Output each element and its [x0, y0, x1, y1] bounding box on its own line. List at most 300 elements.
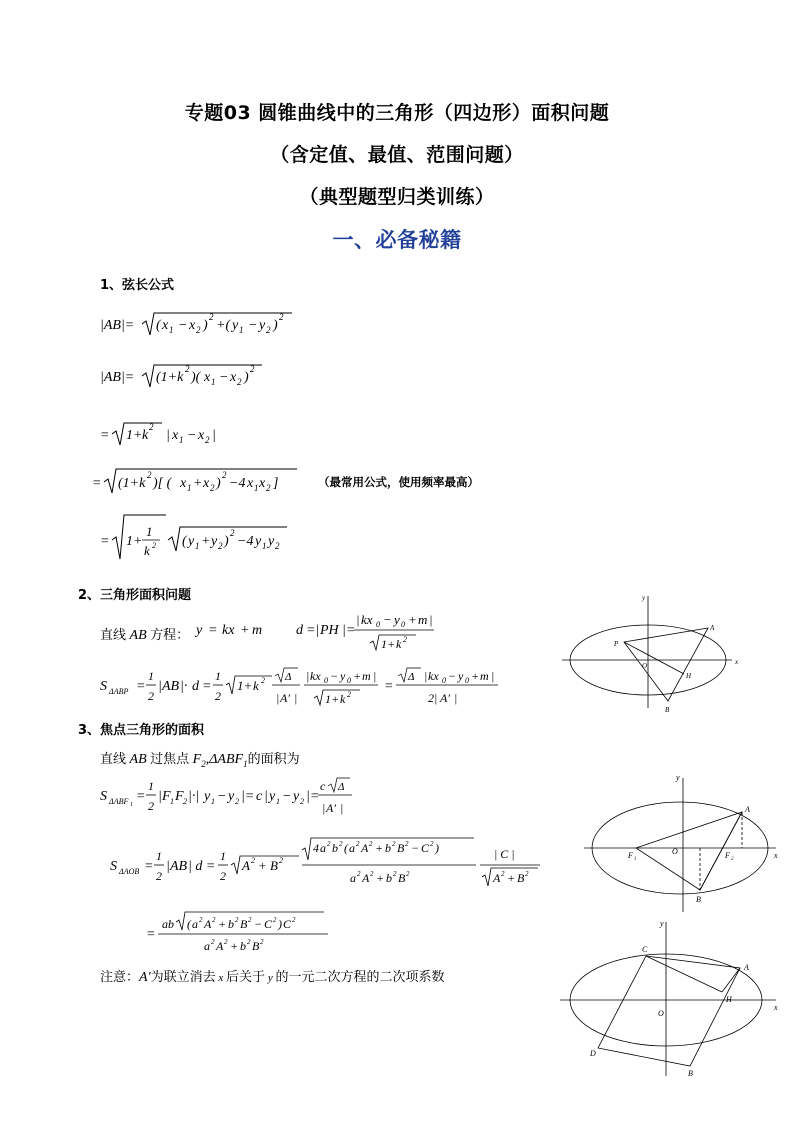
svg-text:kx: kx: [222, 623, 235, 638]
svg-text:x: x: [180, 476, 187, 491]
svg-text:y: y: [196, 623, 203, 638]
svg-text:1: 1: [220, 849, 226, 863]
svg-text:2: 2: [205, 435, 210, 445]
svg-text:1: 1: [146, 524, 153, 539]
line-label-2: 方程：: [150, 628, 190, 643]
svg-text:2: 2: [251, 856, 255, 865]
svg-text:]: ]: [273, 476, 279, 491]
svg-text:1+: 1+: [237, 678, 253, 693]
svg-text:a: a: [320, 841, 326, 855]
svg-text:2: 2: [300, 797, 304, 806]
svg-text:x: x: [774, 851, 778, 860]
svg-text:B: B: [397, 841, 405, 855]
svg-text:A: A: [744, 963, 749, 972]
svg-text:): ): [224, 534, 229, 549]
svg-text:|: |: [356, 612, 360, 627]
svg-text:2: 2: [392, 840, 396, 848]
chord-length-formulas: [92, 305, 512, 565]
svg-text:−: −: [383, 612, 392, 627]
svg-text:2: 2: [266, 483, 271, 493]
svg-text:0: 0: [376, 620, 380, 629]
svg-text:+: +: [375, 841, 384, 855]
svg-text:−: −: [217, 789, 227, 804]
svg-text:2: 2: [250, 364, 255, 374]
svg-text:2: 2: [183, 797, 187, 806]
svg-text:S: S: [110, 859, 117, 874]
svg-text:ΔAOB: ΔAOB: [119, 867, 140, 876]
svg-text:O: O: [642, 662, 648, 670]
svg-text:A: A: [204, 917, 212, 931]
svg-text:(1+k: (1+k: [118, 476, 146, 491]
svg-text:B: B: [398, 871, 406, 885]
title-line-3: （典型题型归类训练）: [299, 186, 495, 208]
svg-text:): ): [216, 476, 221, 491]
svg-text:O: O: [672, 847, 678, 856]
svg-text:1: 1: [262, 541, 267, 551]
svg-text:|: |: [158, 789, 162, 804]
svg-text:2: 2: [196, 325, 201, 335]
svg-text:O: O: [658, 1009, 664, 1018]
svg-text:a: a: [349, 841, 355, 855]
svg-text:x: x: [172, 428, 179, 443]
svg-text:k: k: [396, 637, 402, 651]
svg-text:A: A: [216, 939, 224, 950]
svg-text:1: 1: [130, 802, 133, 808]
note-d: 的一元二次方程的二次项系数: [275, 970, 445, 985]
svg-text:|=: |=: [306, 789, 320, 804]
svg-text:S: S: [100, 789, 107, 804]
svg-text:|·: |·: [180, 679, 188, 694]
segment-ah: [722, 968, 740, 992]
svg-text:2: 2: [731, 857, 734, 862]
svg-text:A: A: [745, 805, 750, 814]
focal-area-formulas: [96, 770, 546, 950]
svg-text:+: +: [218, 917, 227, 931]
svg-text:k: k: [144, 543, 150, 558]
svg-text:d: d: [192, 679, 199, 694]
svg-text:|: |: [294, 691, 298, 705]
svg-text:=: =: [384, 679, 394, 694]
svg-text:=: =: [92, 476, 102, 491]
svg-text:|AB|=: |AB|=: [100, 370, 135, 385]
svg-text:2: 2: [149, 422, 154, 432]
most-used-note: （最常用公式，使用频率最高）: [318, 475, 479, 489]
svg-text:1+: 1+: [381, 637, 396, 651]
note-b: 为联立消去: [150, 970, 216, 985]
svg-text:| C |: | C |: [494, 847, 515, 861]
svg-text:c: c: [320, 779, 326, 793]
svg-text:F: F: [628, 851, 633, 860]
svg-text:): ): [435, 841, 439, 855]
svg-text:2: 2: [230, 528, 235, 538]
svg-text:−4: −4: [237, 534, 254, 549]
svg-text:2: 2: [235, 797, 239, 806]
svg-text:+(: +(: [216, 318, 231, 333]
svg-text:+: +: [376, 871, 385, 885]
svg-text:): ): [278, 917, 282, 931]
svg-text:a: a: [350, 871, 356, 885]
svg-text:m: m: [480, 669, 489, 683]
svg-text:B: B: [240, 917, 248, 931]
svg-text:S: S: [100, 679, 107, 694]
svg-text:kx: kx: [428, 669, 439, 683]
svg-text:x: x: [735, 658, 739, 666]
svg-text:(: (: [182, 534, 187, 549]
svg-text:=: =: [202, 679, 212, 694]
svg-text:2: 2: [525, 870, 529, 878]
svg-text:2: 2: [275, 541, 280, 551]
svg-text:−: −: [330, 669, 339, 683]
svg-text:−: −: [282, 789, 292, 804]
svg-text:0: 0: [465, 676, 469, 685]
svg-text:|: |: [276, 691, 280, 705]
svg-text:2: 2: [357, 870, 361, 878]
svg-text:1: 1: [195, 541, 200, 551]
triangle-area-heading: 2、三角形面积问题: [78, 588, 192, 603]
svg-text:2: 2: [215, 689, 221, 703]
svg-text:=: =: [208, 623, 218, 638]
svg-text:+: +: [353, 669, 362, 683]
svg-text:x: x: [203, 476, 210, 491]
segment-ph: [624, 642, 684, 674]
svg-text:1: 1: [211, 797, 215, 806]
svg-text:=: =: [136, 679, 146, 694]
svg-text:(: (: [156, 318, 161, 333]
svg-text:AB: AB: [162, 679, 180, 694]
svg-text:|·|: |·|: [188, 789, 200, 804]
svg-text:F: F: [725, 851, 730, 860]
parallelogram-abcd: [598, 956, 740, 1066]
svg-text:2: 2: [210, 483, 215, 493]
figure-ellipse-triangle: [560, 590, 760, 720]
svg-text:(: (: [187, 917, 191, 931]
svg-text:0: 0: [442, 676, 446, 685]
line-label: 直线: [100, 628, 127, 643]
svg-text:|: |: [373, 669, 377, 683]
svg-text:H: H: [726, 995, 732, 1004]
svg-text:2: 2: [273, 916, 277, 924]
svg-text:1: 1: [276, 797, 280, 806]
svg-text:B: B: [665, 706, 670, 714]
svg-text:y: y: [642, 594, 646, 602]
svg-text:|: |: [491, 669, 495, 683]
svg-text:|=: |=: [241, 789, 255, 804]
svg-text:2: 2: [248, 916, 252, 924]
svg-text:C: C: [642, 945, 648, 954]
svg-text:2: 2: [405, 840, 409, 848]
figure-parallelogram: [560, 918, 788, 1080]
svg-text:A′: A′: [440, 691, 450, 705]
svg-text:−: −: [219, 370, 229, 385]
svg-text:2: 2: [356, 840, 360, 848]
svg-text:−: −: [187, 428, 197, 443]
svg-text:2: 2: [148, 799, 154, 813]
svg-text:|=: |=: [342, 623, 356, 638]
svg-text:+: +: [258, 858, 267, 873]
svg-text:4: 4: [313, 841, 319, 855]
svg-text:PH: PH: [320, 623, 339, 638]
svg-text:y: y: [269, 789, 276, 804]
svg-text:2: 2: [199, 916, 203, 924]
svg-text:−: −: [411, 841, 420, 855]
svg-text:B: B: [252, 939, 260, 950]
svg-text:y: y: [188, 534, 195, 549]
attention-note: 注意：A′为联立消去 x 后关于 y 的一元二次方程的二次项系数: [100, 970, 445, 985]
intro-a: 直线: [100, 752, 127, 767]
svg-text:|: |: [306, 669, 310, 683]
svg-text:kx: kx: [361, 612, 373, 627]
svg-text:A: A: [493, 871, 501, 885]
svg-text:x: x: [259, 476, 266, 491]
focal-triangle-heading: 3、焦点三角形的面积: [78, 723, 205, 738]
svg-text:k: k: [253, 678, 259, 693]
svg-text:2: 2: [501, 870, 505, 878]
svg-text:ab: ab: [162, 917, 174, 931]
svg-text:2: 2: [430, 840, 434, 848]
svg-text:+: +: [507, 871, 516, 885]
svg-text:y: y: [204, 789, 211, 804]
svg-text:1: 1: [187, 483, 192, 493]
svg-text:(1+k: (1+k: [156, 370, 184, 385]
svg-text:k: k: [142, 428, 149, 443]
svg-text:|: |: [429, 612, 433, 627]
section-heading: 一、必备秘籍: [332, 228, 462, 252]
svg-text:b: b: [386, 871, 392, 885]
svg-text:2: 2: [209, 312, 214, 322]
svg-text:2: 2: [148, 689, 154, 703]
figure-focal-triangle: [580, 772, 790, 917]
svg-text:x: x: [247, 476, 254, 491]
svg-text:2: 2: [247, 938, 251, 946]
svg-text:B: B: [517, 871, 525, 885]
svg-text:=: =: [144, 859, 154, 874]
svg-text:1+: 1+: [325, 692, 340, 706]
svg-text:k: k: [340, 692, 346, 706]
svg-text:AB: AB: [170, 859, 188, 874]
svg-text:x: x: [189, 318, 196, 333]
svg-text:2|: 2|: [428, 691, 438, 705]
svg-text:2: 2: [152, 541, 156, 550]
svg-text:F: F: [162, 789, 171, 804]
svg-text:2: 2: [212, 916, 216, 924]
triangle-area-formulas: [96, 606, 536, 710]
svg-text:2: 2: [266, 325, 271, 335]
svg-text:): ): [203, 318, 208, 333]
svg-text:|AB|=: |AB|=: [100, 318, 135, 333]
svg-text:y: y: [232, 318, 239, 333]
svg-text:1: 1: [148, 779, 154, 793]
svg-text:b: b: [240, 939, 246, 950]
svg-text:2: 2: [260, 938, 264, 946]
svg-text:a: a: [204, 939, 210, 950]
svg-text:m: m: [252, 623, 263, 638]
svg-text:y: y: [660, 919, 664, 928]
svg-text:)[ (: )[ (: [153, 476, 172, 491]
svg-text:=: =: [136, 789, 146, 804]
title-line-1: 专题03 圆锥曲线中的三角形（四边形）面积问题: [184, 102, 610, 124]
svg-text:2: 2: [327, 840, 331, 848]
svg-text:2: 2: [347, 690, 351, 699]
svg-text:1: 1: [215, 669, 221, 683]
svg-text:C: C: [283, 917, 292, 931]
svg-text:2: 2: [393, 870, 397, 878]
svg-text:=: =: [100, 428, 110, 443]
svg-text:2: 2: [237, 377, 242, 387]
svg-text:0: 0: [347, 676, 351, 685]
svg-text:|: |: [166, 428, 170, 443]
svg-text:0: 0: [324, 676, 328, 685]
svg-text:b: b: [385, 841, 391, 855]
svg-text:y: y: [259, 318, 266, 333]
svg-text:y: y: [211, 534, 218, 549]
svg-text:y: y: [228, 789, 235, 804]
svg-text:2: 2: [279, 856, 283, 865]
svg-text:a: a: [192, 917, 198, 931]
svg-text:y: y: [676, 773, 680, 782]
svg-text:A′: A′: [326, 801, 336, 815]
svg-text:ΔABF: ΔABF: [109, 797, 129, 806]
svg-text:1: 1: [239, 325, 244, 335]
svg-text:(: (: [344, 841, 348, 855]
svg-text:x: x: [230, 370, 237, 385]
svg-text:C: C: [421, 841, 430, 855]
svg-text:2: 2: [218, 541, 223, 551]
svg-text:b: b: [332, 841, 338, 855]
svg-text:m: m: [362, 669, 371, 683]
svg-text:H: H: [686, 672, 692, 680]
svg-text:)(: )(: [191, 370, 201, 385]
svg-text:y: y: [458, 669, 464, 683]
svg-text:| d =: | d =: [188, 859, 216, 874]
svg-text:2: 2: [406, 870, 410, 878]
svg-text:A: A: [710, 624, 715, 632]
svg-text:=: =: [100, 534, 110, 549]
svg-text:−: −: [248, 318, 258, 333]
svg-text:=: =: [146, 927, 156, 942]
chord-length-heading: 1、弦长公式: [100, 278, 175, 293]
svg-text:1: 1: [148, 669, 154, 683]
svg-text:2: 2: [222, 470, 227, 480]
svg-text:1: 1: [634, 857, 637, 862]
svg-text:=|: =|: [306, 623, 320, 638]
svg-text:x: x: [774, 1003, 778, 1012]
svg-text:1: 1: [169, 325, 174, 335]
svg-text:c: c: [256, 789, 263, 804]
svg-text:2: 2: [369, 840, 373, 848]
svg-text:y: y: [255, 534, 262, 549]
svg-text:−: −: [178, 318, 188, 333]
svg-text:F: F: [175, 789, 184, 804]
svg-text:): ): [244, 370, 249, 385]
intro-c: 的面积为: [247, 752, 300, 767]
svg-text:): ): [273, 318, 278, 333]
svg-text:ΔABP: ΔABP: [109, 687, 129, 696]
svg-text:|: |: [264, 789, 268, 804]
svg-text:x: x: [198, 428, 205, 443]
svg-text:|: |: [454, 691, 458, 705]
svg-text:+: +: [240, 623, 250, 638]
svg-text:1+: 1+: [126, 534, 143, 549]
svg-text:2: 2: [339, 840, 343, 848]
note-a: 注意：: [100, 970, 140, 985]
svg-text:1: 1: [170, 797, 174, 806]
svg-text:−: −: [448, 669, 457, 683]
svg-text:+: +: [230, 939, 239, 950]
svg-text:y: y: [268, 534, 275, 549]
svg-text:B: B: [270, 858, 278, 873]
svg-text:−4: −4: [229, 476, 246, 491]
svg-text:+: +: [471, 669, 480, 683]
svg-text:2: 2: [292, 916, 296, 924]
svg-text:A: A: [361, 841, 369, 855]
svg-text:|: |: [166, 859, 170, 874]
svg-text:2: 2: [156, 869, 162, 883]
svg-text:m: m: [418, 612, 428, 627]
line-eq-label: 直线 AB 方程：: [100, 628, 190, 643]
svg-text:2: 2: [224, 938, 228, 946]
svg-text:2: 2: [220, 869, 226, 883]
svg-text:D: D: [590, 1049, 596, 1058]
svg-text:−: −: [254, 917, 263, 931]
svg-text:y: y: [394, 612, 400, 627]
note-c: 后关于: [226, 970, 266, 985]
svg-text:A: A: [362, 871, 370, 885]
segment-ab: [700, 812, 742, 890]
svg-text:|: |: [322, 801, 326, 815]
svg-text:1: 1: [156, 849, 162, 863]
svg-text:C: C: [264, 917, 273, 931]
svg-text:1: 1: [179, 435, 184, 445]
svg-text:0: 0: [401, 620, 405, 629]
svg-text:Δ: Δ: [338, 781, 345, 793]
svg-text:2: 2: [185, 364, 190, 374]
svg-text:d: d: [296, 623, 303, 638]
svg-text:B: B: [688, 1069, 693, 1078]
svg-text:kx: kx: [310, 669, 321, 683]
svg-text:B: B: [696, 895, 701, 904]
svg-text:2: 2: [370, 870, 374, 878]
svg-text:2: 2: [147, 470, 152, 480]
svg-text:1: 1: [254, 483, 259, 493]
svg-text:1+: 1+: [126, 428, 143, 443]
svg-text:b: b: [228, 917, 234, 931]
svg-text:|: |: [424, 669, 428, 683]
focal-intro: 直线 AB 过焦点 $F_2,\Delta ABF_1$的面积为: [100, 752, 300, 769]
svg-text:2: 2: [403, 635, 407, 644]
svg-text:1: 1: [211, 377, 216, 387]
svg-text:2: 2: [261, 676, 265, 685]
svg-text:A: A: [242, 858, 250, 873]
svg-text:y: y: [293, 789, 300, 804]
svg-text:Δ: Δ: [285, 671, 292, 683]
intro-b: 过焦点: [150, 752, 190, 767]
svg-text:y: y: [340, 669, 346, 683]
title-line-2: （含定值、最值、范围问题）: [270, 144, 524, 166]
svg-text:2: 2: [235, 916, 239, 924]
svg-text:+: +: [201, 534, 211, 549]
svg-text:|: |: [340, 801, 344, 815]
segment-ch: [646, 956, 722, 992]
svg-text:+: +: [193, 476, 203, 491]
svg-text:A′: A′: [280, 691, 290, 705]
svg-text:2: 2: [279, 312, 284, 322]
svg-text:x: x: [204, 370, 211, 385]
svg-text:|: |: [158, 679, 162, 694]
svg-text:Δ: Δ: [408, 671, 415, 683]
svg-text:P: P: [614, 640, 619, 648]
svg-text:x: x: [162, 318, 169, 333]
svg-text:+: +: [408, 612, 417, 627]
